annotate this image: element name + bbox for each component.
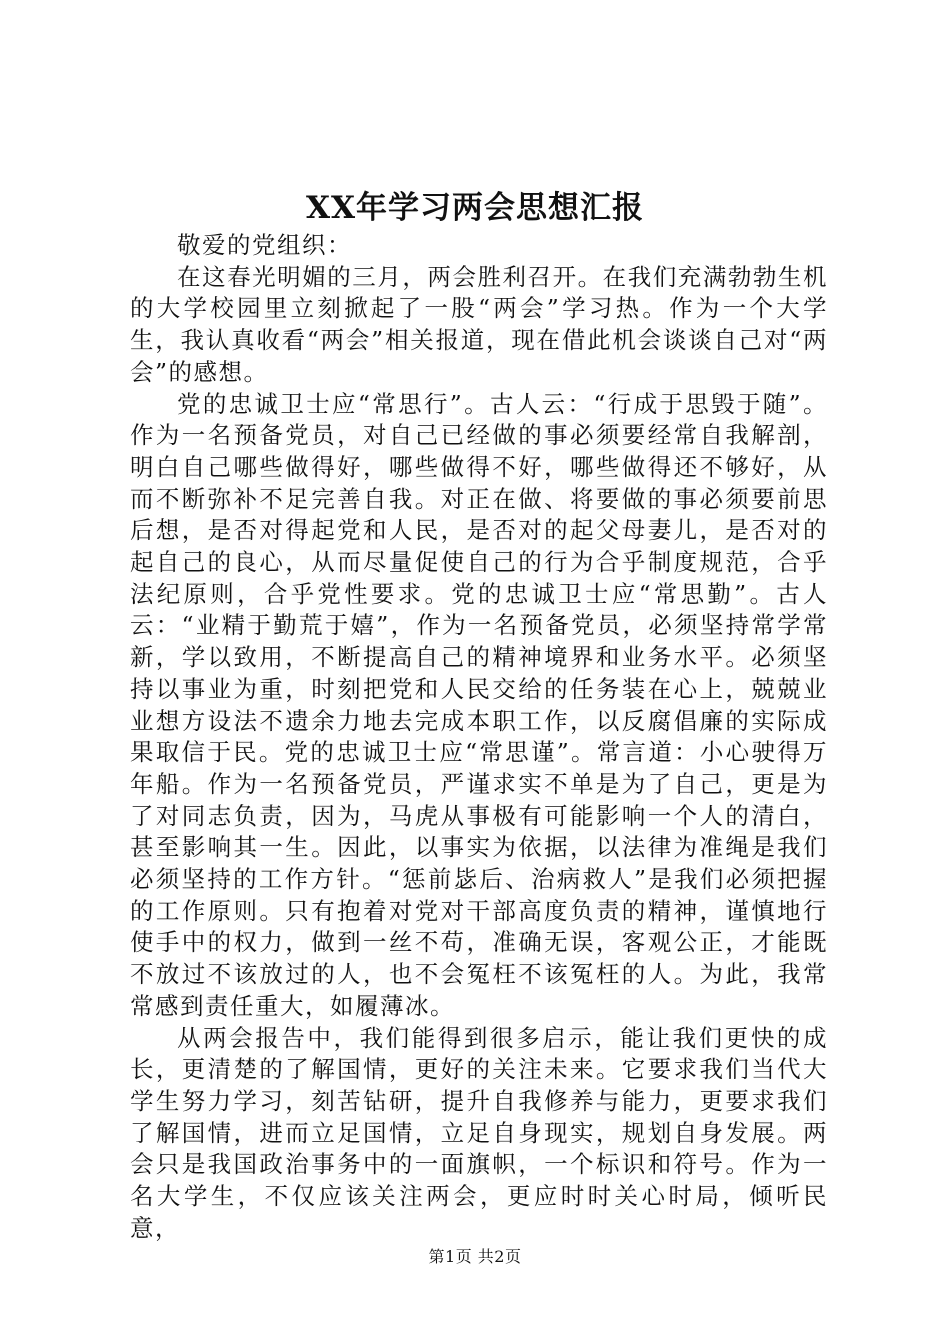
- paragraph: 党的忠诚卫士应“常思行”。古人云：“行成于思毁于随”。作为一名预备党员，对自己已经做的事必须要经常自我解剖，明白自己哪些做得好，哪些做得不好，哪些做得还不够好，从而不断弥补不足完善自我。对正在做、将要做的事必须要前思后想，是否对得起党和人民，是否对的起父母妻儿，是否对的起自己的良心，从而尽量促使自己的行为合乎制度规范，合乎法纪原则，合乎党性要求。党的忠诚卫士应“常思勤”。古人云：“业精于勤荒于嬉”，作为一名预备党员，必须坚持常学常新，学以致用，不断提高自己的精神境界和业务水平。必须坚持以事业为重，时刻把党和人民交给的任务装在心上，兢兢业业想方设法不遗余力地去完成本职工作，以反腐倡廉的实际成果取信于民。党的忠诚卫士应“常思谨”。常言道：小心驶得万年船。作为一名预备党员，严谨求实不单是为了自己，更是为了对同志负责，因为，马虎从事极有可能影响一个人的清白，甚至影响其一生。因此，以事实为依据，以法律为准绳是我们必须坚持的工作方针。“惩前毖后、治病救人”是我们必须把握的工作原则。只有抱着对党对干部高度负责的精神，谨慎地行使手中的权力，做到一丝不苟，准确无误，客观公正，才能既不放过不该放过的人，也不会冤枉不该冤枉的人。为此，我常常感到责任重大，如履薄冰。: [130, 389, 828, 1020]
- paragraph: 从两会报告中，我们能得到很多启示，能让我们更快的成长，更清楚的了解国情，更好的关注未来。它要求我们当代大学生努力学习，刻苦钻研，提升自我修养与能力，更要求我们了解国情，进而立足国情，立足自身现实，规划自身发展。两会只是我国政治事务中的一面旗帜，一个标识和符号。作为一名大学生，不仅应该关注两会，更应时时关心时局，倾听民意，: [130, 1023, 828, 1242]
- page-number-footer: 第1页 共2页: [428, 1247, 522, 1266]
- document-body: [130, 230, 828, 1245]
- paragraph: 在这春光明媚的三月，两会胜利召开。在我们充满勃勃生机的大学校园里立刻掀起了一股“两会”学习热。作为一个大学生，我认真收看“两会”相关报道，现在借此机会谈谈自己对“两会”的感想。: [130, 262, 828, 386]
- document-title: XX年学习两会思想汇报: [305, 190, 645, 226]
- salutation: 敬爱的党组织：: [177, 231, 352, 259]
